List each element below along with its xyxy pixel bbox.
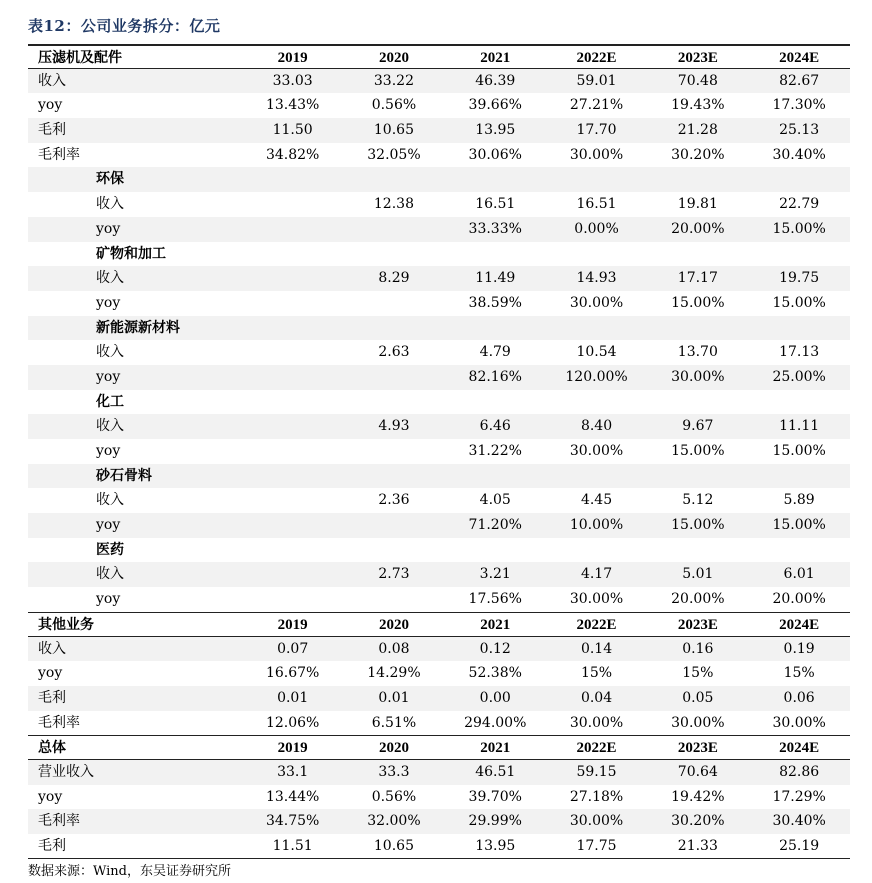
value-cell: 70.48 [677, 72, 718, 89]
value-cell [242, 167, 343, 192]
value-cell: 82.16% [468, 368, 522, 385]
value-cell: 17.17 [677, 270, 718, 287]
value-cell: 25.13 [779, 122, 820, 139]
table-row [28, 365, 850, 390]
value-cell [647, 390, 748, 415]
value-cell: 14.93 [576, 270, 617, 287]
value-cell [748, 390, 849, 415]
value-cell: 30.00% [569, 714, 624, 731]
table-row [28, 760, 850, 785]
segment-heading-row [28, 390, 850, 415]
value-cell: 2.63 [378, 344, 410, 361]
value-cell: 17.70 [576, 122, 617, 139]
table-row [28, 69, 850, 94]
value-cell [647, 538, 748, 563]
value-cell [343, 242, 444, 267]
value-cell: 11.11 [779, 418, 820, 435]
value-cell: 32.00% [367, 813, 421, 830]
year-header-cell: 2021 [480, 740, 511, 757]
table-row [28, 587, 850, 612]
value-cell: 16.67% [265, 665, 320, 682]
value-cell: 12.38 [373, 196, 414, 213]
value-cell: 71.20% [468, 517, 522, 534]
value-cell: 13.95 [475, 838, 516, 854]
value-cell: 11.51 [272, 838, 313, 854]
segment-heading-row [28, 242, 850, 267]
value-cell: 30.00% [671, 368, 725, 385]
value-cell: 38.59% [468, 294, 522, 311]
value-cell [343, 513, 444, 538]
value-cell: 59.01 [576, 72, 617, 89]
table-row [28, 513, 850, 538]
value-cell: 0.12 [479, 640, 511, 657]
table-row [28, 661, 850, 686]
row-label: 毛利率 [38, 714, 80, 731]
value-cell [242, 316, 343, 341]
row-label: 砂石骨料 [96, 467, 152, 484]
year-header-cell: 2019 [277, 740, 308, 757]
value-cell [445, 242, 546, 267]
value-cell: 21.33 [677, 838, 718, 854]
value-cell: 30.00% [569, 813, 624, 830]
row-label: 收入 [96, 196, 124, 213]
table-row [28, 809, 850, 834]
value-cell [343, 587, 444, 612]
segment-heading-row [28, 464, 850, 489]
value-cell: 19.43% [671, 97, 725, 114]
row-label: 医药 [96, 541, 124, 558]
value-cell: 13.70 [677, 344, 718, 361]
value-cell: 13.44% [265, 788, 320, 805]
section-title: 总体 [38, 740, 66, 757]
value-cell: 21.28 [677, 122, 718, 139]
value-cell [546, 242, 647, 267]
row-label: yoy [96, 591, 121, 608]
row-label: 收入 [96, 344, 124, 361]
value-cell: 10.54 [576, 344, 617, 361]
value-cell: 6.51% [371, 714, 417, 731]
value-cell: 22.79 [779, 196, 820, 213]
value-cell: 0.16 [682, 640, 714, 657]
value-cell: 39.70% [468, 788, 522, 805]
value-cell: 30.00% [772, 714, 826, 731]
value-cell: 0.06 [783, 689, 815, 706]
section-header-row [28, 735, 850, 760]
value-cell [546, 464, 647, 489]
row-label: yoy [38, 97, 63, 114]
row-label: 矿物和加工 [96, 245, 166, 262]
segment-heading-row [28, 167, 850, 192]
year-header-cell: 2020 [378, 50, 409, 66]
value-cell: 3.21 [479, 566, 511, 583]
value-cell [343, 167, 444, 192]
value-cell: 8.40 [580, 418, 613, 435]
value-cell: 32.05% [367, 146, 421, 163]
table-row [28, 143, 850, 168]
value-cell: 14.29% [367, 665, 421, 682]
year-header-cell: 2021 [480, 616, 511, 633]
value-cell: 15.00% [671, 443, 725, 459]
value-cell [242, 365, 343, 390]
value-cell [647, 167, 748, 192]
year-header-cell: 2021 [480, 50, 511, 66]
value-cell: 12.06% [265, 714, 320, 731]
row-label: yoy [96, 220, 121, 237]
value-cell [242, 513, 343, 538]
value-cell: 0.00 [479, 689, 511, 706]
value-cell: 15% [682, 665, 714, 682]
value-cell [546, 167, 647, 192]
value-cell: 5.89 [783, 492, 815, 509]
business-breakdown-table [28, 44, 850, 859]
value-cell: 6.46 [479, 418, 511, 435]
value-cell [343, 316, 444, 341]
value-cell: 70.64 [677, 763, 718, 780]
value-cell: 15.00% [772, 294, 826, 311]
table-row [28, 488, 850, 513]
value-cell: 4.93 [378, 418, 410, 435]
value-cell: 33.03 [272, 72, 313, 89]
value-cell: 39.66% [468, 97, 522, 114]
value-cell: 30.00% [569, 146, 624, 163]
value-cell: 19.81 [677, 196, 718, 213]
value-cell [445, 464, 546, 489]
value-cell: 29.99% [468, 813, 522, 830]
value-cell: 0.04 [580, 689, 613, 706]
value-cell: 0.00% [574, 220, 619, 237]
value-cell: 19.42% [671, 788, 725, 805]
value-cell [242, 439, 343, 464]
value-cell [242, 414, 343, 439]
value-cell: 33.33% [468, 220, 522, 237]
table-row [28, 562, 850, 587]
year-header-cell: 2023E [677, 616, 718, 633]
value-cell: 25.19 [779, 838, 820, 854]
table-row [28, 266, 850, 291]
value-cell [445, 390, 546, 415]
value-cell [748, 242, 849, 267]
year-header-cell: 2024E [779, 740, 820, 757]
value-cell: 4.05 [479, 492, 511, 509]
value-cell [343, 538, 444, 563]
year-header-cell: 2020 [378, 616, 409, 633]
segment-heading-row [28, 538, 850, 563]
value-cell [343, 217, 444, 242]
value-cell: 20.00% [772, 591, 826, 608]
value-cell: 15.00% [671, 294, 725, 311]
year-header-cell: 2023E [677, 50, 718, 66]
row-label: 毛利 [38, 838, 66, 854]
value-cell: 31.22% [468, 443, 522, 459]
value-cell: 4.45 [580, 492, 613, 509]
value-cell: 4.79 [479, 344, 511, 361]
year-header-cell: 2023E [677, 740, 718, 757]
value-cell: 34.82% [265, 146, 320, 163]
table-row [28, 414, 850, 439]
value-cell [647, 316, 748, 341]
table-row [28, 785, 850, 810]
value-cell [748, 316, 849, 341]
table-title: 表12：公司业务拆分：亿元 [28, 17, 221, 35]
row-label: yoy [96, 443, 121, 459]
table-row [28, 637, 850, 662]
value-cell: 19.75 [779, 270, 820, 287]
row-label: 收入 [38, 72, 66, 89]
year-header-cell: 2019 [277, 50, 308, 66]
table-row [28, 711, 850, 736]
value-cell: 2.36 [378, 492, 410, 509]
value-cell: 17.56% [468, 591, 522, 608]
value-cell [343, 365, 444, 390]
row-label: 毛利 [38, 689, 66, 706]
value-cell: 30.06% [468, 146, 522, 163]
section-header-row [28, 44, 850, 69]
value-cell [242, 217, 343, 242]
value-cell: 11.50 [272, 122, 313, 139]
value-cell [242, 538, 343, 563]
value-cell [546, 390, 647, 415]
value-cell: 13.95 [475, 122, 516, 139]
value-cell [445, 538, 546, 563]
value-cell: 6.01 [783, 566, 815, 583]
table-row [28, 834, 850, 859]
value-cell [242, 587, 343, 612]
table-row [28, 439, 850, 464]
table-row [28, 291, 850, 316]
row-label: yoy [96, 517, 121, 534]
value-cell: 10.00% [569, 517, 624, 534]
value-cell: 30.00% [671, 714, 725, 731]
table-row [28, 93, 850, 118]
value-cell [242, 464, 343, 489]
value-cell: 33.1 [277, 763, 309, 780]
data-source-note: 数据来源：Wind，东吴证券研究所 [28, 864, 231, 879]
value-cell: 30.00% [569, 294, 624, 311]
value-cell: 0.56% [371, 97, 417, 114]
value-cell: 15.00% [671, 517, 725, 534]
value-cell: 15% [783, 665, 815, 682]
value-cell: 15.00% [772, 220, 826, 237]
value-cell: 30.00% [569, 443, 624, 459]
value-cell [647, 242, 748, 267]
value-cell: 82.86 [779, 763, 820, 780]
value-cell: 20.00% [671, 591, 725, 608]
value-cell: 8.29 [378, 270, 410, 287]
value-cell [242, 488, 343, 513]
value-cell: 15.00% [772, 443, 826, 459]
value-cell: 17.75 [576, 838, 617, 854]
value-cell: 15.00% [772, 517, 826, 534]
row-label: 收入 [96, 492, 124, 509]
value-cell [546, 316, 647, 341]
value-cell: 30.20% [671, 813, 725, 830]
value-cell [748, 464, 849, 489]
value-cell: 5.12 [682, 492, 714, 509]
value-cell: 30.00% [569, 591, 624, 608]
value-cell [546, 538, 647, 563]
value-cell: 16.51 [576, 196, 617, 213]
value-cell: 59.15 [576, 763, 617, 780]
year-header-cell: 2020 [378, 740, 409, 757]
value-cell [445, 167, 546, 192]
year-header-cell: 2024E [779, 50, 820, 66]
value-cell: 10.65 [373, 122, 414, 139]
value-cell: 30.40% [772, 813, 826, 830]
value-cell: 16.51 [475, 196, 516, 213]
value-cell: 13.43% [265, 97, 320, 114]
segment-heading-row [28, 316, 850, 341]
table-row [28, 118, 850, 143]
value-cell [242, 192, 343, 217]
section-title: 压滤机及配件 [38, 50, 122, 66]
year-header-cell: 2019 [277, 616, 308, 633]
row-label: 环保 [96, 171, 124, 188]
value-cell [242, 291, 343, 316]
value-cell: 11.49 [475, 270, 516, 287]
value-cell: 30.20% [671, 146, 725, 163]
value-cell: 10.65 [373, 838, 414, 854]
value-cell [242, 340, 343, 365]
section-header-row [28, 612, 850, 637]
value-cell: 294.00% [464, 714, 527, 731]
row-label: yoy [38, 665, 63, 682]
value-cell [748, 538, 849, 563]
value-cell: 33.22 [373, 72, 414, 89]
value-cell: 0.08 [378, 640, 410, 657]
value-cell [343, 390, 444, 415]
year-header-cell: 2022E [576, 740, 617, 757]
value-cell: 46.51 [475, 763, 516, 780]
value-cell [445, 316, 546, 341]
value-cell: 0.05 [682, 689, 714, 706]
year-header-cell: 2022E [576, 616, 617, 633]
value-cell: 5.01 [682, 566, 714, 583]
value-cell: 30.40% [772, 146, 826, 163]
value-cell [242, 390, 343, 415]
value-cell: 17.30% [772, 97, 826, 114]
row-label: yoy [96, 294, 121, 311]
row-label: 收入 [96, 270, 124, 287]
row-label: 毛利率 [38, 146, 80, 163]
value-cell: 15% [580, 665, 613, 682]
value-cell: 34.75% [265, 813, 320, 830]
year-header-cell: 2024E [779, 616, 820, 633]
value-cell: 4.17 [580, 566, 613, 583]
value-cell: 0.07 [277, 640, 309, 657]
row-label: 新能源新材料 [96, 319, 180, 336]
row-label: 营业收入 [38, 763, 94, 780]
value-cell: 46.39 [475, 72, 516, 89]
value-cell: 27.21% [569, 97, 624, 114]
row-label: yoy [96, 368, 121, 385]
value-cell: 82.67 [779, 72, 820, 89]
value-cell [343, 439, 444, 464]
table-row [28, 340, 850, 365]
value-cell: 2.73 [378, 566, 410, 583]
value-cell: 17.29% [772, 788, 826, 805]
row-label: yoy [38, 788, 63, 805]
value-cell [647, 464, 748, 489]
value-cell: 9.67 [682, 418, 714, 435]
row-label: 毛利率 [38, 813, 80, 830]
row-label: 毛利 [38, 122, 66, 139]
value-cell: 0.56% [371, 788, 417, 805]
table-row [28, 217, 850, 242]
value-cell: 0.01 [277, 689, 309, 706]
value-cell: 120.00% [565, 368, 628, 385]
value-cell: 25.00% [772, 368, 826, 385]
section-title: 其他业务 [38, 616, 94, 633]
value-cell: 20.00% [671, 220, 725, 237]
row-label: 收入 [38, 640, 66, 657]
value-cell: 0.19 [783, 640, 815, 657]
row-label: 收入 [96, 566, 124, 583]
value-cell: 0.14 [580, 640, 613, 657]
table-row [28, 686, 850, 711]
value-cell [242, 242, 343, 267]
value-cell: 0.01 [378, 689, 410, 706]
value-cell: 52.38% [468, 665, 522, 682]
value-cell [343, 291, 444, 316]
table-row [28, 192, 850, 217]
value-cell [748, 167, 849, 192]
value-cell [242, 266, 343, 291]
value-cell [343, 464, 444, 489]
row-label: 化工 [96, 393, 124, 410]
value-cell: 17.13 [779, 344, 820, 361]
value-cell: 27.18% [569, 788, 624, 805]
year-header-cell: 2022E [576, 50, 617, 66]
value-cell: 33.3 [378, 763, 410, 780]
row-label: 收入 [96, 418, 124, 435]
value-cell [242, 562, 343, 587]
